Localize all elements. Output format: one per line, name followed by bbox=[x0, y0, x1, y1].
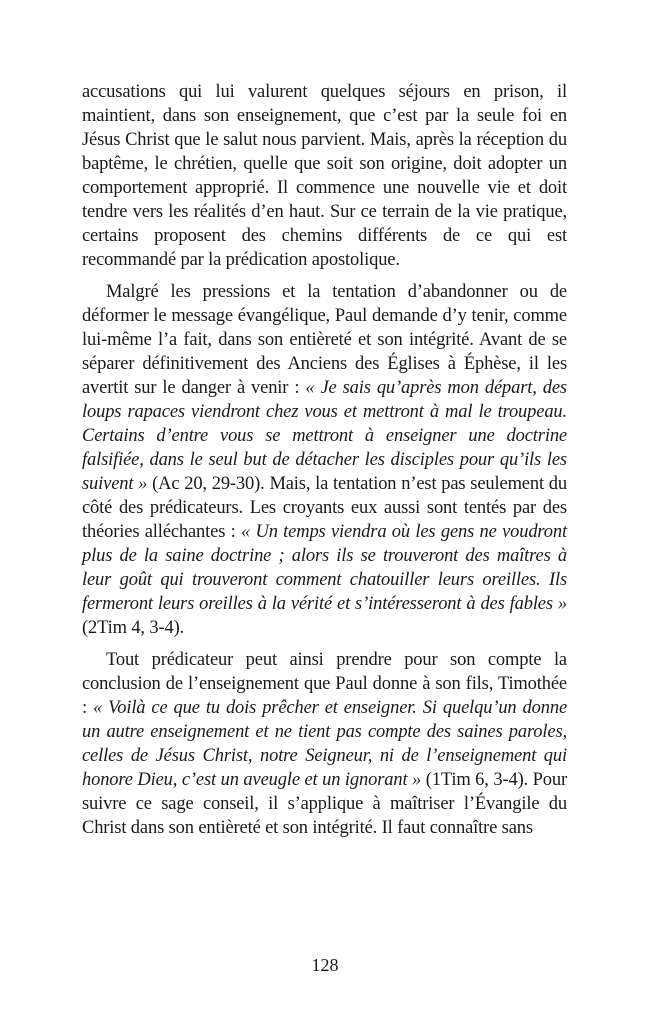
paragraph-3-text: (1Tim 6, 3-4). Pour suivre ce sage conseil, il s’applique à maîtriser l’Évangile du Christ dans son entièreté et son intégrité. Il faut connaître sans bbox=[82, 770, 567, 838]
paragraph-2-text: (2Tim 4, 3-4). bbox=[82, 618, 185, 638]
paragraph-1-text: accusations qui lui valurent quelques séjours en prison, il maintient, dans son enseignement, que c’est par la seule foi en Jésus Christ que le salut nous parvient. Mais, après la réception du baptême, le chrétien, quelle que soit son origine, doit adopter un comportement approprié. Il commence une nouvelle vie et doit tendre vers les réalités d’en haut. Sur ce terrain de la vie pratique, certains proposent des chemins différents de ce qui est recommandé par la prédication apostolique. bbox=[82, 82, 567, 270]
paragraph-3-text: Tout prédicateur peut ainsi prendre pour son compte la conclusion de l’enseignement que Paul donne à son fils, Timothée : bbox=[82, 650, 567, 718]
quote-1tim: « Voilà ce que tu dois prêcher et enseigner. Si quelqu’un donne un autre enseignement et ne tient pas compte des saines paroles, celles de Jésus Christ, notre Seigneur, ni de l’enseignement qui honore Dieu, c’est un aveugle et un ignorant » bbox=[82, 698, 568, 790]
paragraph-2-text: (Ac 20, 29-30). Mais, la tentation n’est pas seulement du côté des prédicateurs. Les croyants eux aussi sont tentés par des théories alléchantes : bbox=[82, 474, 567, 542]
paragraph-3 bbox=[82, 648, 567, 840]
paragraph-2 bbox=[82, 280, 567, 640]
page-number: 128 bbox=[311, 955, 339, 975]
quote-acts: « Je sais qu’après mon départ, des loups rapaces viendront chez vous et mettront à mal le troupeau. Certains d’entre vous se mettront à enseigner une doctrine falsifiée, dans le seul but de détacher les disciples pour qu’ils les suivent » bbox=[82, 378, 567, 494]
quote-2tim: « Un temps viendra où les gens ne voudront plus de la saine doctrine ; alors ils se trouveront des maîtres à leur goût qui trouveront comment chatouiller leurs oreilles. Ils fermeront leurs oreilles à la vérité et s’intéresseront à des fables » bbox=[82, 522, 567, 614]
paragraph-1 bbox=[82, 80, 567, 272]
page-body bbox=[82, 80, 567, 840]
paragraph-2-text: Malgré les pressions et la tentation d’abandonner ou de déformer le message évangélique, Paul demande d’y tenir, comme lui-même l’a fait, dans son entièreté et son intégrité. Avant de se séparer définitivement des Anciens des Églises à Éphèse, il les avertit sur le danger à venir : bbox=[82, 282, 567, 398]
